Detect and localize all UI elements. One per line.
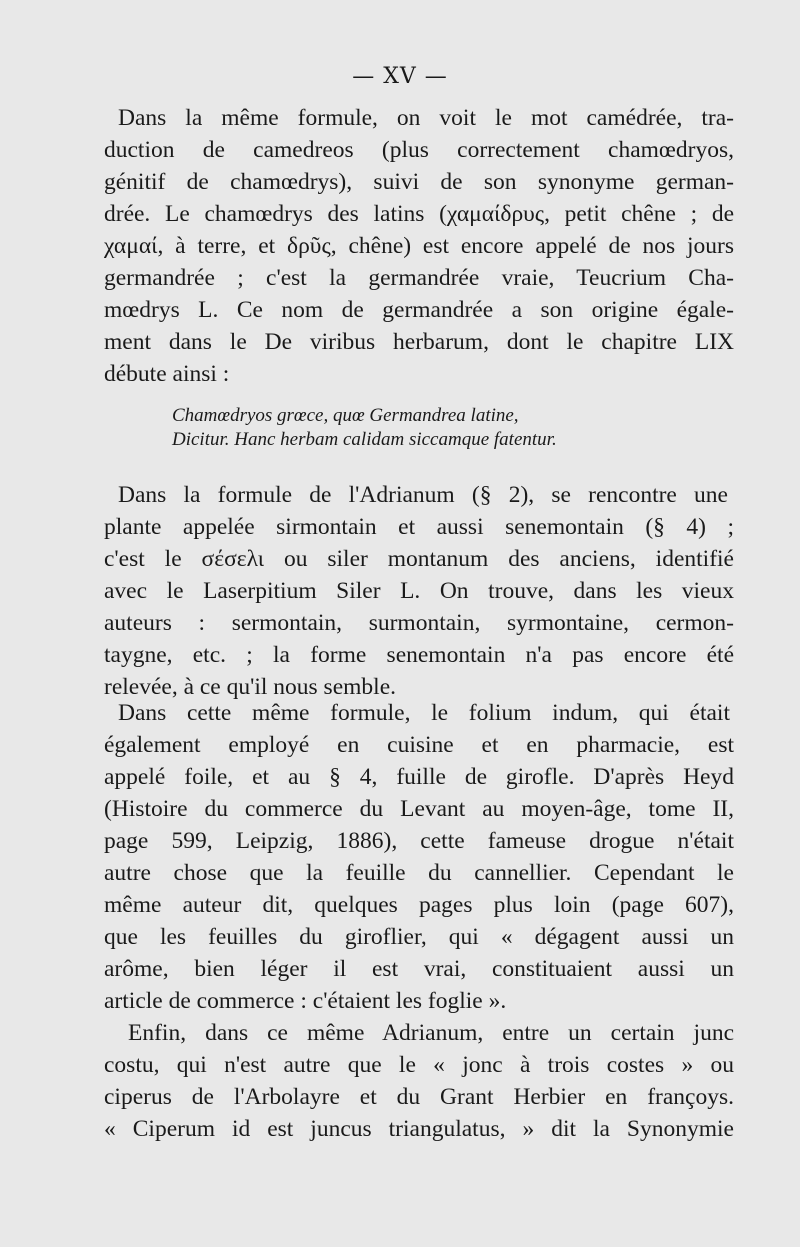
text-line: c'est le σέσελι ou siler montanum des anciens, identifié bbox=[104, 546, 734, 572]
text-line: arôme, bien léger il est vrai, constituaient aussi un bbox=[104, 956, 734, 982]
text-line: débute ainsi : bbox=[104, 361, 230, 387]
text-line: « Ciperum id est juncus triangulatus, » dit la Synonymie bbox=[104, 1116, 734, 1142]
text-line: Dans la même formule, on voit le mot camédrée, tra- bbox=[118, 105, 734, 131]
text-line: autre chose que la feuille du cannellier. Cependant le bbox=[104, 860, 734, 886]
text-line: ment dans le De viribus herbarum, dont le chapitre LIX bbox=[104, 329, 734, 355]
text-line: (Histoire du commerce du Levant au moyen-âge, tome II, bbox=[104, 796, 734, 822]
text-line: avec le Laserpitium Siler L. On trouve, dans les vieux bbox=[104, 578, 734, 604]
text-line: que les feuilles du giroflier, qui « dégagent aussi un bbox=[104, 924, 734, 950]
text-line: costu, qui n'est autre que le « jonc à trois costes » ou bbox=[104, 1052, 734, 1078]
text-line: Enfin, dans ce même Adrianum, entre un certain junc bbox=[128, 1020, 734, 1046]
text-line: génitif de chamœdrys), suivi de son synonyme german- bbox=[104, 169, 734, 195]
page-number: — XV — bbox=[352, 64, 448, 89]
text-line: même auteur dit, quelques pages plus loin (page 607), bbox=[104, 892, 734, 918]
verse-line: Dicitur. Hanc herbam calidam siccamque fatentur. bbox=[172, 429, 557, 450]
text-line: article de commerce : c'étaient les foglie ». bbox=[104, 988, 507, 1014]
text-line: appelé foile, et au § 4, fuille de girofle. D'après Heyd bbox=[104, 764, 734, 790]
text-line: ciperus de l'Arbolayre et du Grant Herbier en françoys. bbox=[104, 1084, 734, 1110]
text-line: plante appelée sirmontain et aussi senemontain (§ 4) ; bbox=[104, 514, 734, 540]
text-line: duction de camedreos (plus correctement chamœdryos, bbox=[104, 137, 734, 163]
text-line: Dans cette même formule, le folium indum, qui était bbox=[118, 700, 730, 726]
text-line: également employé en cuisine et en pharmacie, est bbox=[104, 732, 734, 758]
text-line: relevée, à ce qu'il nous semble. bbox=[104, 674, 396, 700]
text-line: drée. Le chamœdrys des latins (χαμαίδρυς, petit chêne ; de bbox=[104, 201, 734, 227]
text-line: germandrée ; c'est la germandrée vraie, Teucrium Cha- bbox=[104, 265, 734, 291]
text-line: Dans la formule de l'Adrianum (§ 2), se rencontre une bbox=[118, 482, 728, 508]
text-line: page 599, Leipzig, 1886), cette fameuse drogue n'était bbox=[104, 828, 734, 854]
text-line: auteurs : sermontain, surmontain, syrmontaine, cermon- bbox=[104, 610, 734, 636]
text-line: χαμαί, à terre, et δρῦς, chêne) est encore appelé de nos jours bbox=[104, 233, 734, 259]
text-line: mœdrys L. Ce nom de germandrée a son origine égale- bbox=[104, 297, 734, 323]
text-line: taygne, etc. ; la forme senemontain n'a pas encore été bbox=[104, 642, 734, 668]
verse-line: Chamœdryos grœce, quœ Germandrea latine, bbox=[172, 405, 519, 426]
